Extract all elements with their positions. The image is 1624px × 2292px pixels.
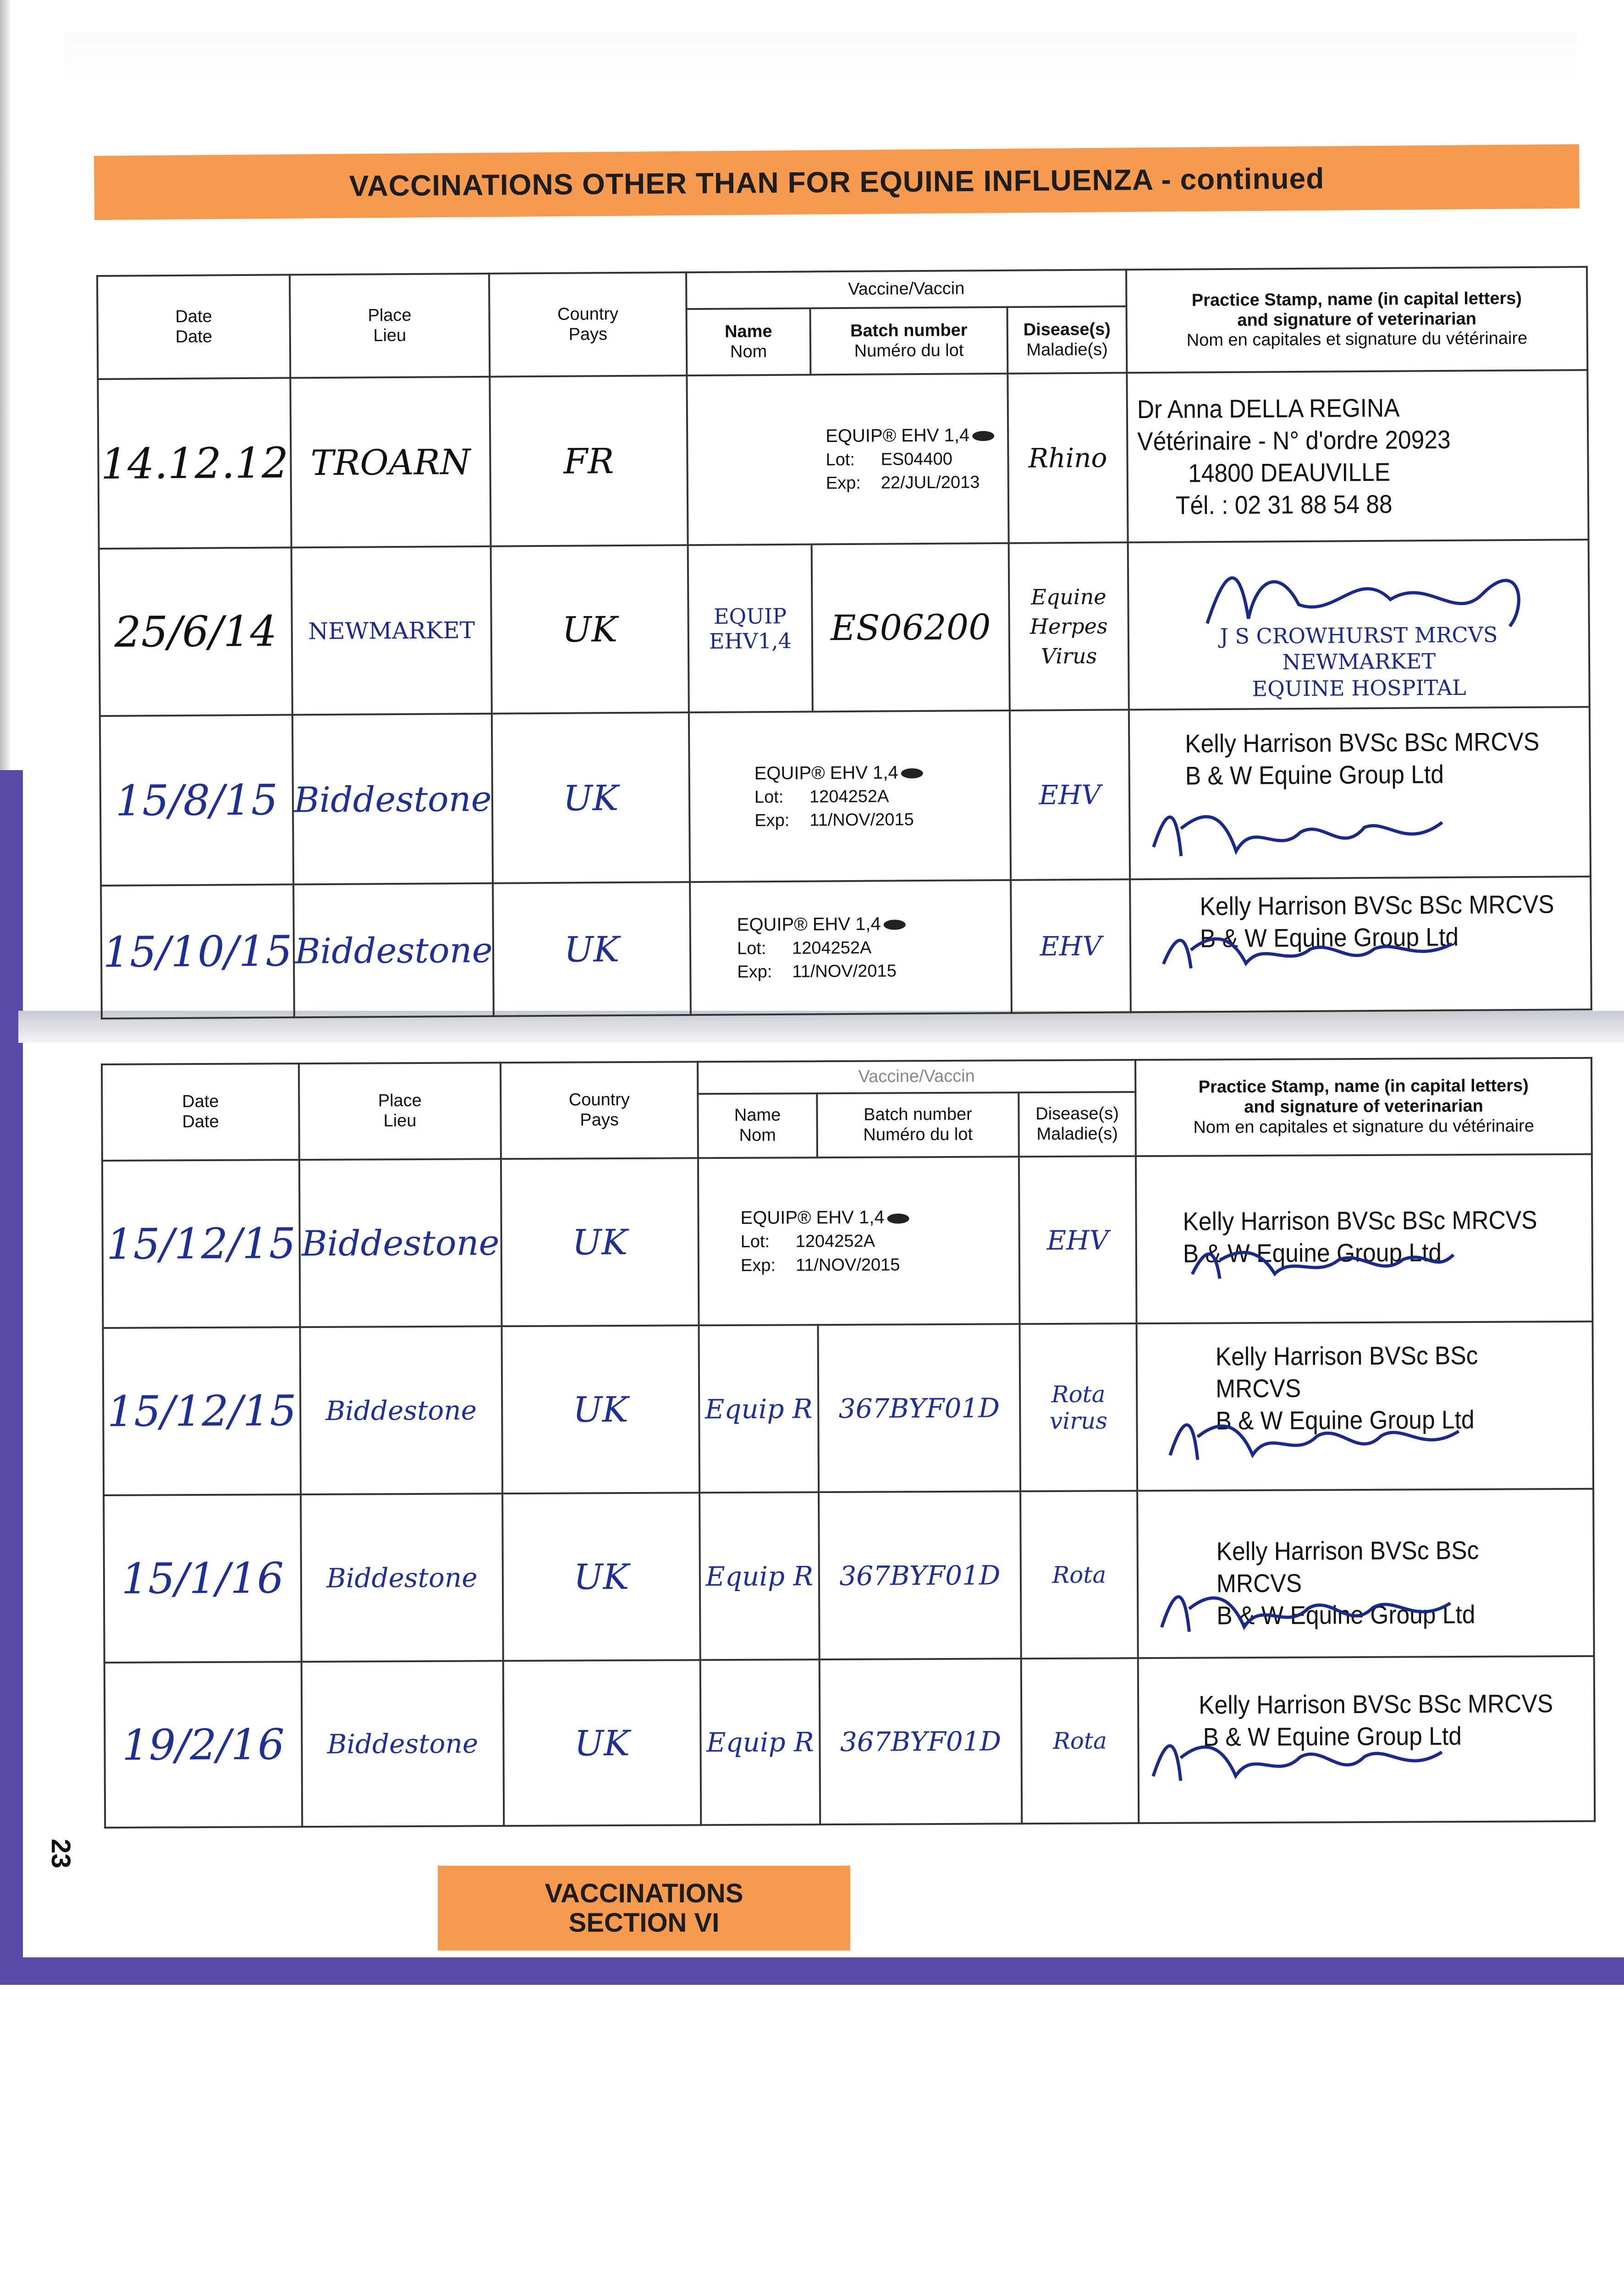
date-cell: 15/1/16 [104, 1494, 302, 1663]
section-banner [94, 144, 1580, 220]
vet-stamp-cell [1130, 876, 1591, 1012]
name-cell: EQUIP EHV1,4 [688, 544, 813, 712]
country-cell: UK [502, 1325, 700, 1493]
page-top-margin [64, 32, 1577, 83]
batch-cell: 367BYF01D [818, 1324, 1021, 1492]
place-cell: Biddestone [293, 883, 494, 1018]
vaccine-label: EQUIP® EHV 1,4 Lot: 1204252A Exp: 11/NOV/2015 [740, 1204, 1018, 1277]
pfizer-logo-icon [972, 431, 994, 441]
pfizer-logo-icon [887, 1213, 909, 1223]
vaccine-label-cell [698, 1157, 1020, 1325]
header-date: Date Date [97, 275, 290, 379]
batch-cell: ES06200 [812, 543, 1010, 712]
vaccine-label-cell [689, 711, 1011, 882]
place-cell: Biddestone [299, 1159, 502, 1327]
vet-stamp: Kelly Harrison BVSc BSc MRCVS B & W Equine Group Ltd [1185, 727, 1540, 790]
vaccine-label: EQUIP® EHV 1,4 Lot: 1204252A Exp: 11/NOV/2015 [754, 760, 1010, 833]
table-row [102, 1154, 1593, 1328]
header-vaccine-group: Vaccine/Vaccin [686, 270, 1127, 309]
disease-cell: Rota [1021, 1658, 1139, 1824]
vet-stamp-cell [1128, 540, 1590, 710]
table-row [105, 1656, 1595, 1828]
header-batch: Batch number Numéro du lot [817, 1092, 1019, 1157]
section-label-line2: SECTION VI [568, 1907, 720, 1938]
country-cell: UK [493, 882, 691, 1016]
vet-stamp: Dr Anna DELLA REGINA Vétérinaire - N° d'ordre 20923 14800 DEAUVILLE Tél. : 02 31 88 54 88 [1137, 393, 1451, 520]
date-cell: 15/8/15 [100, 715, 293, 886]
table-row [98, 370, 1588, 549]
pfizer-logo-icon [901, 768, 923, 778]
vaccination-table-top [96, 266, 1592, 1019]
pfizer-logo-icon [884, 920, 906, 930]
place-cell: NEWMARKET [292, 546, 492, 715]
banner-title: VACCINATIONS OTHER THAN FOR EQUINE INFLUENZA - continued [349, 161, 1325, 203]
signature [1157, 1575, 1478, 1643]
header-country: Country Pays [489, 272, 687, 377]
header-disease: Disease(s) Maladie(s) [1018, 1092, 1136, 1157]
vaccine-label: EQUIP® EHV 1,4 Lot: ES04400 Exp: 22/JUL/2013 [826, 423, 1007, 496]
vaccine-label-cell [690, 880, 1012, 1015]
vet-stamp-cell [1137, 1322, 1594, 1491]
vet-stamp: Kelly Harrison BVSc BSc MRCVS B & W Equine Group Ltd [1216, 1535, 1479, 1630]
place-cell: TROARN [290, 377, 490, 548]
vet-stamp-cell [1138, 1656, 1595, 1823]
place-cell: Biddestone [300, 1326, 503, 1494]
vet-stamp: J S CROWHURST MRCVS NEWMARKET EQUINE HOSPITAL [1220, 622, 1498, 701]
disease-cell: EHV [1011, 879, 1131, 1013]
header-batch: Batch number Numéro du lot [810, 307, 1007, 375]
name-cell: Equip R [700, 1659, 820, 1825]
date-cell: 15/12/15 [102, 1160, 300, 1328]
disease-cell: Equine Herpes Virus [1009, 542, 1129, 711]
date-cell: 19/2/16 [105, 1662, 303, 1828]
header-country: Country Pays [501, 1062, 698, 1159]
table-row [103, 1322, 1594, 1495]
header-practice-stamp: Practice Stamp, name (in capital letters) and signature of veterinarian Nom en capitales et signature du vétérinaire [1135, 1058, 1592, 1156]
batch-cell: 367BYF01D [820, 1658, 1022, 1824]
vet-stamp-cell [1136, 1154, 1593, 1323]
signature [1148, 1724, 1470, 1792]
vet-stamp: Kelly Harrison BVSc BSc MRCVS B & W Equine Group Ltd [1215, 1340, 1478, 1435]
header-practice-stamp: Practice Stamp, name (in capital letters) and signature of veterinarian Nom en capitales et signature du vétérinaire [1126, 267, 1587, 373]
book-cover-edge [0, 770, 23, 1971]
signature [1149, 790, 1470, 868]
header-date: Date Date [102, 1063, 299, 1161]
country-cell: UK [502, 1493, 700, 1661]
country-cell: UK [503, 1660, 701, 1826]
signature [1188, 1236, 1463, 1286]
signature [1165, 1403, 1486, 1471]
table-row [99, 540, 1590, 716]
country-cell: UK [492, 712, 690, 883]
disease-cell: EHV [1010, 710, 1130, 880]
date-cell: 14.12.12 [98, 378, 291, 549]
table-row [101, 876, 1591, 1019]
header-place: Place Lieu [290, 274, 490, 378]
vaccination-table-bottom [101, 1057, 1596, 1829]
vet-stamp-cell [1137, 1489, 1594, 1658]
disease-cell: Rota virus [1019, 1323, 1137, 1491]
section-label-line1: VACCINATIONS [545, 1878, 743, 1908]
name-cell: Equip R [699, 1492, 820, 1660]
place-cell: Biddestone [302, 1661, 504, 1827]
header-disease: Disease(s) Maladie(s) [1007, 306, 1127, 374]
place-cell: Biddestone [301, 1493, 503, 1662]
disease-cell: EHV [1019, 1156, 1137, 1324]
section-label [438, 1866, 850, 1950]
country-cell: UK [501, 1158, 699, 1326]
signature [1159, 921, 1480, 980]
batch-cell: 367BYF01D [819, 1491, 1021, 1659]
book-cover-bottom [0, 1957, 1624, 1985]
table-row [100, 707, 1591, 886]
header-name: Name Nom [686, 308, 810, 375]
place-cell: Biddestone [292, 714, 493, 885]
country-cell: FR [490, 375, 688, 546]
disease-cell: Rhino [1007, 373, 1128, 543]
vet-stamp: Kelly Harrison BVSc BSc MRCVS B & W Equine Group Ltd [1199, 1688, 1553, 1752]
vet-stamp-cell [1127, 370, 1588, 542]
vaccine-label-cell [687, 374, 1008, 545]
page-number: 23 [45, 1839, 76, 1868]
header-vaccine-group: Vaccine/Vaccin [698, 1060, 1135, 1094]
vet-stamp: Kelly Harrison BVSc BSc MRCVS B & W Equine Group Ltd [1183, 1205, 1537, 1268]
disease-cell: Rota [1020, 1491, 1138, 1658]
header-place: Place Lieu [299, 1063, 501, 1160]
vaccine-label: EQUIP® EHV 1,4 Lot: 1204252A Exp: 11/NOV/2015 [737, 911, 1011, 984]
name-cell: Equip R [699, 1325, 819, 1493]
header-name: Name Nom [698, 1093, 817, 1158]
table-row [104, 1489, 1594, 1663]
date-cell: 15/10/15 [101, 884, 294, 1019]
country-cell: UK [491, 545, 689, 714]
date-cell: 25/6/14 [99, 547, 292, 716]
vet-stamp: Kelly Harrison BVSc BSc MRCVS B & W Equine Group Ltd [1200, 889, 1554, 953]
date-cell: 15/12/15 [103, 1327, 301, 1495]
vet-stamp-cell [1129, 707, 1591, 879]
